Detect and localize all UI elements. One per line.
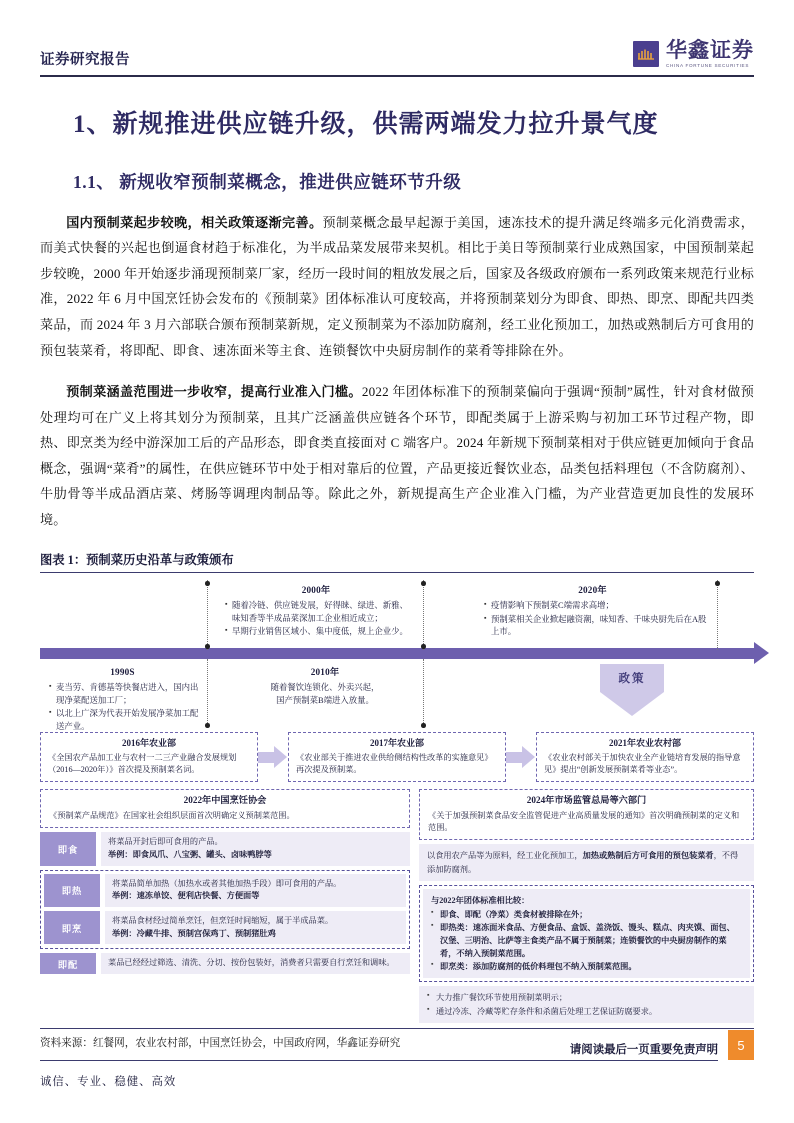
list-item: ▪ 通过冷冻、冷藏等贮存条件和杀菌后处理工艺保证防腐要求。 [427, 1005, 746, 1018]
timeline-item-2010 [230, 666, 420, 707]
category-example: 举例：即食凤爪、八宝粥、罐头、卤味鸭脖等 [108, 849, 272, 859]
timeline-item-title: 1990S [110, 667, 135, 678]
paragraph-1-lead: 国内预制菜起步较晚，相关政策逐渐完善。 [66, 214, 323, 230]
timeline-tick [423, 580, 424, 650]
definition-pre: 以食用农产品等为原料，经工业化预加工， [427, 851, 583, 861]
comparison-list [431, 908, 742, 974]
paragraph-2 [40, 379, 754, 532]
category-desc: 菜品已经经过筛选、清洗、分切、按份包装好，消费者只需要自行烹饪和调味。 [108, 958, 395, 968]
arrow-right-icon [506, 746, 536, 768]
company-logo [633, 40, 754, 69]
comparison-item-text: 即烹类：添加防腐剂的低价料理包不纳入预制菜范围。 [440, 962, 637, 972]
list-item [431, 908, 742, 921]
category-text [101, 953, 410, 974]
timeline-item-line: 随着餐饮连锁化、外卖兴起， [270, 683, 380, 693]
category-text [105, 874, 406, 907]
category-tag: 即烹 [44, 911, 100, 944]
timeline-dot [421, 723, 426, 728]
policy-box-text: 《农业农村部关于加快农业全产业链培育发展的指导意见》提出“创新发展预制菜肴等业态”。 [544, 753, 741, 775]
timeline-item-title: 2000年 [301, 585, 331, 596]
report-type-label: 证券研究报告 [40, 51, 130, 68]
list-item [431, 960, 742, 973]
footer-divider [40, 1060, 718, 1061]
timeline-item-line: 国产预制菜B端进入放量。 [276, 695, 374, 705]
page-header [40, 0, 754, 69]
logo-text [666, 40, 754, 69]
policy-box-2017 [288, 732, 506, 782]
category-row-jishi [40, 832, 410, 865]
timeline-item-title: 2020年 [578, 585, 607, 596]
timeline-item-bullets [475, 600, 710, 639]
left-column [40, 789, 410, 974]
subsection-heading: 1.1、 新规收窄预制菜概念，推进供应链环节升级 [73, 171, 462, 192]
policy-box-text: 《全国农产品加工业与农村一二三产业融合发展规划（2016—2020年）》首次提及预制菜名词。 [48, 753, 237, 775]
timeline-item-bullets [40, 682, 205, 733]
timeline-dot [715, 581, 720, 586]
timeline-dot [205, 723, 210, 728]
timeline-tick [207, 659, 208, 727]
timeline-dot [421, 644, 426, 649]
footer-slogan: 诚信、专业、稳健、高效 [40, 1076, 177, 1088]
footer-disclaimer: 请阅读最后一页重要免责声明 [569, 1044, 718, 1056]
paragraph-1-body: 预制菜概念最早起源于美国，速冻技术的提升满足终端多元化消费需求，而美式快餐的兴起也倒逼食材趋于标准化，为半成品菜发展带来契机。相比于美日等预制菜行业成熟国家，中国预制菜起步较晚，2000 年开始逐步涌现预制菜厂家，经历一段时间的粗放发展之后，国家及各级政府颁布一系列政策来规范行业标准，2022 年 6 月中国烹饪协会发布的《预制菜》团体标准认可度较高，并将预制菜划分为即食、即热、即烹、即配共四类菜品，而 2024 年 3 月六部联合颁布预制菜新规，定义预制菜为不添加防腐剂，经工业化预加工，加热或熟制后方可食用的预包装菜肴，将即配、即食、速冻面米等主食、连锁餐饮中央厨房制作的菜肴等排除在外。 [40, 214, 754, 358]
category-tag: 即热 [44, 874, 100, 907]
policy-box-2021 [536, 732, 754, 782]
list-item: ▪ 麦当劳、肯德基等快餐店进入，国内出现净菜配送加工厂； [49, 682, 205, 707]
policy-box-2016 [40, 732, 258, 782]
regulation-2024-box [419, 789, 754, 840]
category-tag: 即配 [40, 953, 96, 974]
paragraph-2-body: 2022 年团体标准下的预制菜偏向于强调“预制”属性，针对食材做预处理均可在广义上将其划分为预制菜，且其广泛涵盖供应链各个环节，即配类属于上游采购与初加工环节过程产物，即热、即烹类为经中游深加工后的产品形态，即食类直接面对 C 端客户。2024 年新规下预制菜相对于供应链更加倾向于食品概念，强调“菜肴”的属性，在供应链环节中处于相对靠后的位置，产品更接近餐饮业态，品类包括料理包（不含防腐剂）、牛肋骨等半成品酒店菜、烤肠等调理肉制品等。除此之外，新规提高生产企业准入门槛，为产业营造更加良性的发展环境。 [40, 384, 754, 527]
extra-requirements-box [419, 986, 754, 1022]
category-example: 举例：速冻单饺、便利店快餐、方便面等 [112, 891, 260, 901]
comparison-item-text: 即食、即配（净菜）类食材被排除在外； [440, 909, 588, 919]
extra-requirements-list [427, 991, 746, 1017]
category-desc: 将菜品简单加热（加热水或者其他加热手段）即可食用的产品。 [112, 878, 342, 888]
timeline-item-title: 2010年 [310, 667, 340, 678]
policy-box-title: 2017年农业部 [369, 738, 424, 749]
timeline-tick [207, 580, 208, 650]
category-tag: 即食 [40, 832, 96, 865]
page-footer [40, 1030, 754, 1089]
timeline-item-1990s [40, 666, 205, 734]
category-desc: 将菜品食材经过简单烹饪，但烹饪时间缩短，属于半成品菜。 [112, 915, 334, 925]
definition-highlight: 加热或熟制后方可食用的预包装菜肴 [582, 851, 714, 861]
category-group-jire-jipeng [40, 870, 410, 950]
logo-mark-icon [633, 41, 659, 67]
timeline-dot [205, 581, 210, 586]
header-divider [40, 75, 754, 77]
category-row-jire [44, 874, 406, 907]
list-item: ▪ 随着冷链、供应链发展，好得睐、绿进、新雅、味知香等半成品菜深加工企业相近成立； [225, 600, 416, 625]
regulation-2024-text: 《关于加强预制菜食品安全监管促进产业高质量发展的通知》首次明确预制菜的定义和范围。 [428, 810, 740, 833]
standard-2022-text: 《预制菜产品规范》在国家社会组织层面首次明确定义预制菜范围。 [49, 810, 295, 820]
category-row-jipeng [44, 911, 406, 944]
timeline-item-2000 [216, 584, 416, 640]
timeline-item-2020 [475, 584, 710, 640]
list-item [431, 921, 742, 960]
section-heading: 1、新规推进供应链升级，供需两端发力拉升景气度 [73, 110, 659, 138]
policy-box-text: 《农业部关于推进农业供给侧结构性改革的实施意见》再次提及预制菜。 [296, 753, 493, 775]
category-row-jipei [40, 953, 410, 974]
timeline [40, 580, 754, 730]
standard-2022-title: 2022年中国烹饪协会 [183, 795, 267, 806]
timeline-dot [421, 581, 426, 586]
list-item: ▪ 早期行业销售区域小、集中度低，规上企业少。 [225, 626, 416, 639]
policy-box-title: 2021年农业农村部 [608, 738, 681, 749]
arrow-right-icon [258, 746, 288, 768]
policy-down-arrow [600, 664, 664, 716]
policy-boxes-row [40, 732, 754, 782]
comparison-item-text: 即热类：速冻面米食品、方便食品、盒饭、盖浇饭、馒头、糕点、肉夹馍、面包、汉堡、三明治、比萨等主食类产品不属于预制菜；连锁餐饮的中央厨房制作的菜肴，不纳入预制菜范围。 [440, 922, 735, 959]
figure-caption: 图表 1：预制菜历史沿革与政策颁布 [40, 553, 234, 568]
category-desc: 将菜品开封后即可食用的产品。 [108, 837, 223, 847]
logo-name-cn: 华鑫证券 [666, 38, 754, 62]
regulation-2024-title: 2024年市场监管总局等六部门 [526, 795, 647, 806]
category-text [101, 832, 410, 865]
comparison-content [423, 889, 750, 979]
timeline-tick [717, 580, 718, 650]
timeline-tick [423, 659, 424, 727]
comparison-title: 与2022年团体标准相比较： [431, 895, 530, 905]
policy-box-title: 2016年农业部 [121, 738, 176, 749]
category-text [105, 911, 406, 944]
page-number-badge: 5 [728, 1030, 754, 1060]
timeline-item-bullets [216, 600, 416, 639]
definition-box [419, 844, 754, 880]
comparison-box [419, 885, 754, 983]
list-item: ▪ 疫情影响下预制菜C端需求高增； [484, 600, 710, 613]
policy-arrow-label: 政策 [600, 664, 664, 692]
paragraph-2-lead: 预制菜涵盖范围进一步收窄，提高行业准入门槛。 [66, 384, 362, 400]
list-item: ▪ 预制菜相关企业掀起融资潮，味知香、千味央厨先后在A股上市。 [484, 614, 710, 639]
timeline-axis [40, 648, 754, 659]
figure-container [40, 572, 754, 1028]
list-item: ▪ 以北上广深为代表开始发展净菜加工配送产业。 [49, 708, 205, 733]
paragraph-1 [40, 210, 754, 363]
policy-arrow-head-icon [600, 692, 664, 716]
category-example: 举例：冷藏牛排、预制宫保鸡丁、预制猪肚鸡 [112, 928, 276, 938]
figure-source: 资料来源：红餐网，农业农村部，中国烹饪协会，中国政府网，华鑫证券研究 [40, 1037, 401, 1049]
timeline-dot [205, 644, 210, 649]
standard-2022-box [40, 789, 410, 828]
detail-columns [40, 789, 754, 1023]
list-item: ▪ 大力推广餐饮环节使用预制菜明示； [427, 991, 746, 1004]
definition-post: ，不得添加防腐剂。 [427, 851, 739, 874]
logo-name-en: CHINA FORTUNE SECURITIES [666, 63, 750, 68]
right-column [419, 789, 754, 1023]
footer-top-line [40, 1030, 754, 1060]
